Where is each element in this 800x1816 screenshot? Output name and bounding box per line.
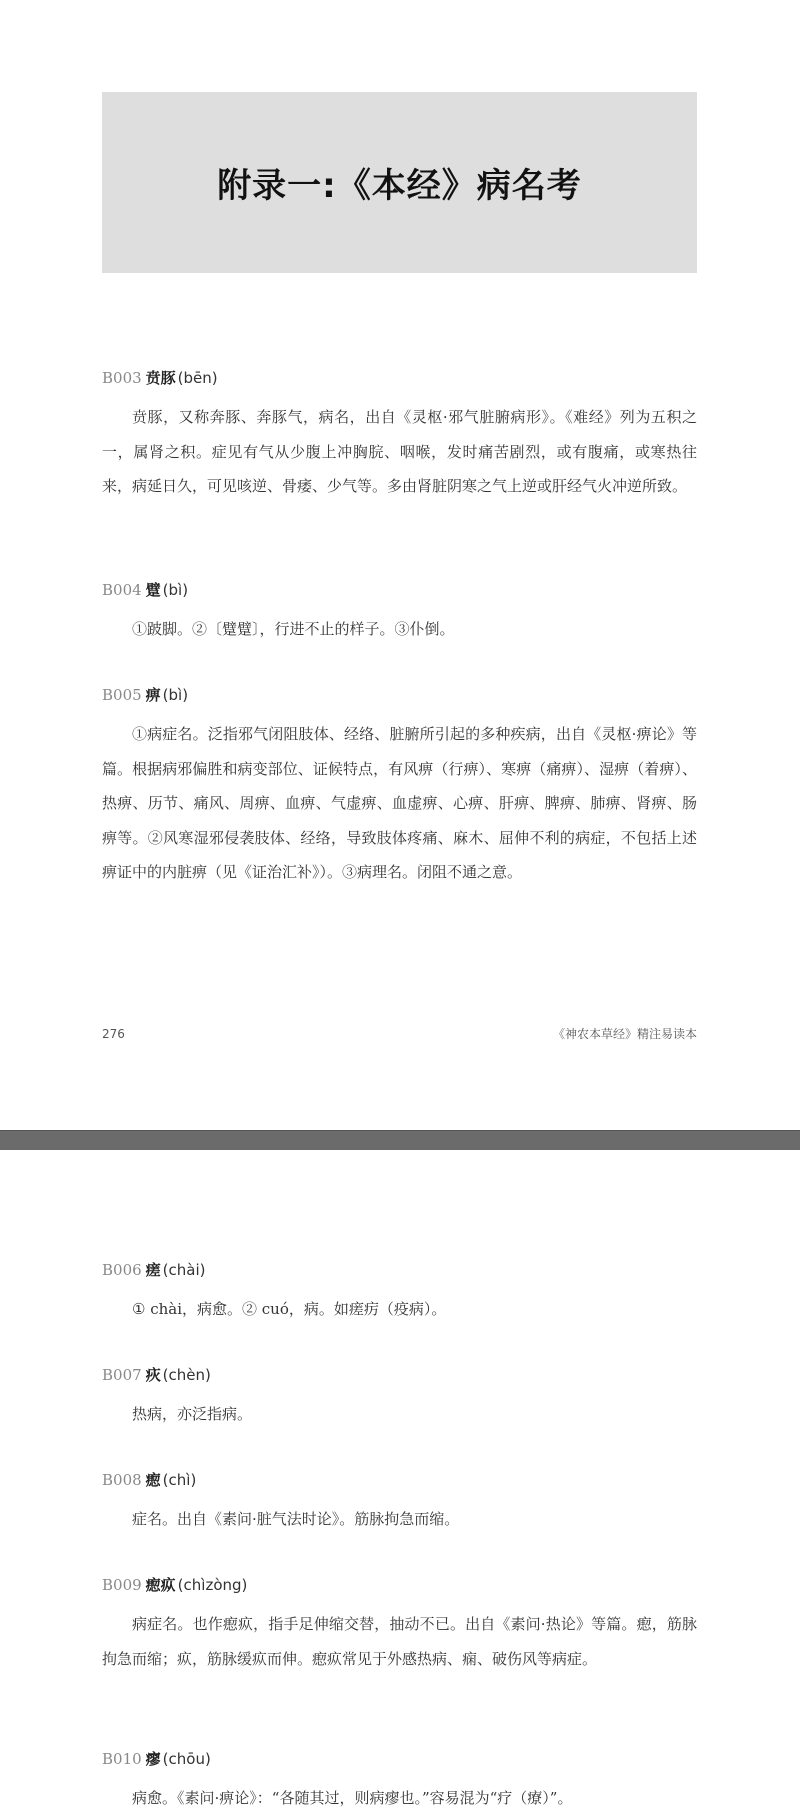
entry-b009 — [102, 1573, 697, 1676]
entry-body: 症名。出自《素问·脏气法时论》。筋脉拘急而缩。 — [132, 1510, 460, 1528]
entry-term: 贲豚 — [145, 369, 176, 387]
entry-code: B003 — [102, 369, 142, 387]
entry-heading — [102, 1468, 697, 1492]
entry-pinyin: (chōu) — [162, 1750, 211, 1768]
entry-pinyin: (chèn) — [162, 1366, 211, 1384]
entry-code: B008 — [102, 1471, 142, 1489]
entry-b003 — [102, 366, 697, 504]
entry-heading — [102, 1747, 697, 1771]
entry-heading — [102, 1258, 697, 1282]
entry-b008 — [102, 1468, 697, 1537]
entry-pinyin: (chài) — [162, 1261, 206, 1279]
entry-pinyin: (bì) — [162, 686, 189, 704]
entry-term: 痹 — [145, 686, 161, 704]
entry-body: 病症名。也作瘛疭，指手足伸缩交替，抽动不已。出自《素问·热论》等篇。瘛，筋脉拘急而缩；疭，筋脉缓疭而伸。瘛疭常见于外感热病、痫、破伤风等病症。 — [102, 1615, 697, 1668]
entry-b005 — [102, 683, 697, 890]
entry-heading — [102, 683, 697, 707]
entry-code: B005 — [102, 686, 142, 704]
entry-b006 — [102, 1258, 697, 1327]
entry-code: B009 — [102, 1576, 142, 1594]
entry-term: 疢 — [145, 1366, 161, 1384]
appendix-title: 附录一:《本经》病名考 — [217, 166, 582, 206]
entry-heading — [102, 1363, 697, 1387]
entry-b004 — [102, 578, 697, 647]
page-separator — [0, 1130, 800, 1152]
entry-pinyin: (bēn) — [177, 369, 218, 387]
entry-body: 贲豚，又称奔豚、奔豚气，病名，出自《灵枢·邪气脏腑病形》。《难经》列为五积之一，属肾之积。症见有气从少腹上冲胸脘、咽喉，发时痛苦剧烈，或有腹痛，或寒热往来，病延日久，可见咳逆、骨痿、少气等。多由肾脏阴寒之气上逆或肝经气火冲逆所致。 — [102, 408, 697, 495]
entry-term: 瘛疭 — [145, 1576, 176, 1594]
entry-term: 躄 — [145, 581, 161, 599]
entry-term: 瘥 — [145, 1261, 161, 1279]
appendix-title-banner — [102, 92, 697, 273]
entry-pinyin: (bì) — [162, 581, 189, 599]
entry-body: ①跛脚。②〔躄躄〕，行进不止的样子。③仆倒。 — [132, 620, 455, 638]
entry-body: 热病，亦泛指病。 — [132, 1405, 253, 1423]
entry-b007 — [102, 1363, 697, 1432]
entry-code: B004 — [102, 581, 142, 599]
entry-heading — [102, 1573, 697, 1597]
entry-body: ①病症名。泛指邪气闭阻肢体、经络、脏腑所引起的多种疾病，出自《灵枢·痹论》等篇。根据病邪偏胜和病变部位、证候特点，有风痹（行痹）、寒痹（痛痹）、湿痹（着痹）、热痹、历节、痛风、周痹、血痹、气虚痹、血虚痹、心痹、肝痹、脾痹、肺痹、肾痹、肠痹等。②风寒湿邪侵袭肢体、经络，导致肢体疼痛、麻木、屈伸不利的病症，不包括上述痹证中的内脏痹（见《证治汇补》）。③病理名。闭阻不通之意。 — [102, 725, 697, 881]
entry-b010 — [102, 1747, 697, 1816]
page-277 — [0, 1150, 800, 1807]
entry-code: B006 — [102, 1261, 142, 1279]
entry-code: B007 — [102, 1366, 142, 1384]
entry-term: 瘛 — [145, 1471, 161, 1489]
entry-heading — [102, 366, 697, 390]
entry-code: B010 — [102, 1750, 142, 1768]
page-number: 276 — [102, 1027, 125, 1041]
entry-body: ① chài，病愈。② cuó，病。如瘥疠（疫病）。 — [132, 1300, 447, 1318]
entry-pinyin: (chìzòng) — [177, 1576, 248, 1594]
entry-body: 病愈。《素问·痹论》：“各随其过，则病瘳也。”容易混为“疗（療）”。 — [132, 1789, 573, 1807]
entry-heading — [102, 578, 697, 602]
running-book-title: 《神农本草经》精注易读本 — [552, 1027, 697, 1041]
entry-pinyin: (chì) — [162, 1471, 197, 1489]
entry-term: 瘳 — [145, 1750, 161, 1768]
page-footer — [102, 1025, 697, 1043]
